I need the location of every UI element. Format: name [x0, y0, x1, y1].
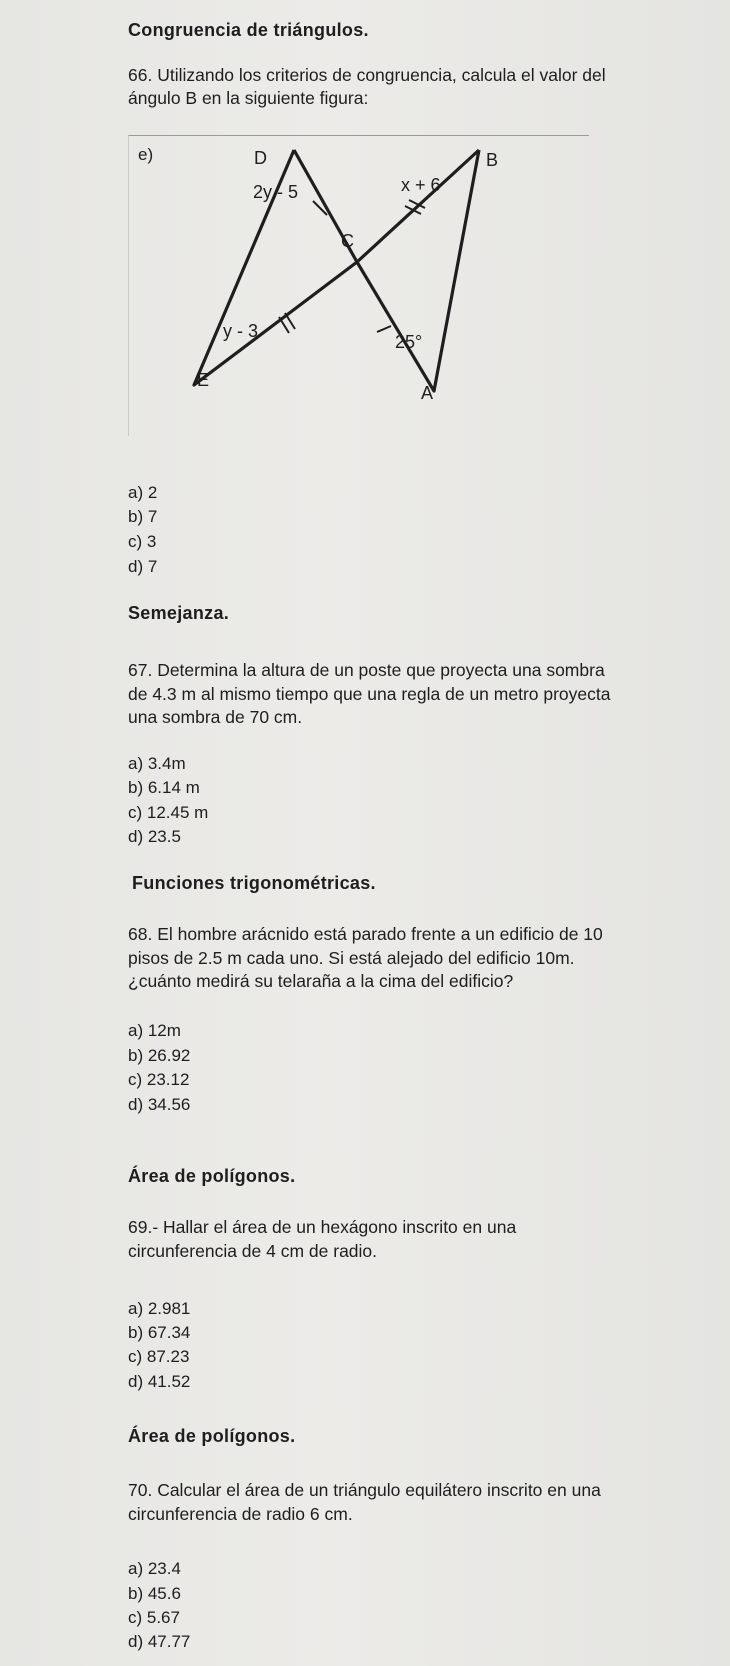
section-title-area-poligonos-1: Área de polígonos. — [128, 1166, 296, 1186]
option-70-b[interactable]: b) 45.6 — [128, 1584, 181, 1603]
figure-label: e) — [138, 145, 154, 164]
question-69-line-1: 69.- Hallar el área de un hexágono inscrito en una — [128, 1217, 517, 1237]
option-67-b[interactable]: b) 6.14 m — [128, 778, 200, 797]
question-70-line-2: circunferencia de radio 6 cm. — [128, 1504, 353, 1524]
option-66-a[interactable]: a) 2 — [128, 483, 158, 502]
option-68-c[interactable]: c) 23.12 — [128, 1070, 190, 1089]
option-70-a[interactable]: a) 23.4 — [128, 1559, 181, 1578]
question-68-line-2: pisos de 2.5 m cada uno. Si está alejado del edificio 10m. — [128, 948, 575, 968]
option-66-b[interactable]: b) 7 — [128, 507, 158, 526]
expression-dc: 2y - 5 — [253, 182, 299, 202]
option-68-a[interactable]: a) 12m — [128, 1021, 181, 1040]
option-70-d[interactable]: d) 47.77 — [128, 1632, 191, 1651]
option-69-d[interactable]: d) 41.52 — [128, 1372, 191, 1391]
option-68-d[interactable]: d) 34.56 — [128, 1095, 191, 1114]
expression-ce: y - 3 — [223, 321, 259, 341]
option-66-c[interactable]: c) 3 — [128, 532, 157, 551]
section-title-congruencia: Congruencia de triángulos. — [128, 20, 369, 40]
angle-a-value: 25° — [395, 332, 423, 352]
question-66-line-1: 66. Utilizando los criterios de congruencia, calcula el valor del — [128, 65, 606, 85]
option-67-d[interactable]: d) 23.5 — [128, 827, 181, 846]
question-69-line-2: circunferencia de 4 cm de radio. — [128, 1241, 378, 1261]
point-a-label: A — [421, 383, 434, 403]
question-68-line-3: ¿cuánto medirá su telaraña a la cima del edificio? — [128, 971, 514, 991]
section-title-funciones-trigonometricas: Funciones trigonométricas. — [132, 873, 376, 893]
section-title-area-poligonos-2: Área de polígonos. — [128, 1426, 296, 1446]
option-70-c[interactable]: c) 5.67 — [128, 1608, 180, 1627]
question-66-line-2: ángulo B en la siguiente figura: — [128, 88, 369, 108]
option-69-b[interactable]: b) 67.34 — [128, 1323, 191, 1342]
triangle-figure — [128, 135, 589, 436]
tick-mark-ce-2 — [285, 313, 295, 329]
option-68-b[interactable]: b) 26.92 — [128, 1046, 191, 1065]
tick-mark-ca — [377, 326, 391, 332]
option-69-c[interactable]: c) 87.23 — [128, 1347, 190, 1366]
point-d-label: D — [254, 148, 267, 168]
triangles-diagram — [129, 136, 589, 436]
question-68-line-1: 68. El hombre arácnido está parado frente a un edificio de 10 — [128, 924, 603, 944]
question-67-line-2: de 4.3 m al mismo tiempo que una regla de un metro proyecta — [128, 684, 611, 704]
tick-mark-ce-1 — [279, 317, 289, 333]
option-67-c[interactable]: c) 12.45 m — [128, 803, 209, 822]
question-67-line-3: una sombra de 70 cm. — [128, 707, 303, 727]
point-e-label: E — [197, 370, 210, 390]
question-70-line-1: 70. Calcular el área de un triángulo equilátero inscrito en una — [128, 1480, 601, 1500]
point-c-label: C — [341, 231, 354, 251]
option-67-a[interactable]: a) 3.4m — [128, 754, 186, 773]
option-69-a[interactable]: a) 2.981 — [128, 1299, 191, 1318]
point-b-label: B — [486, 150, 499, 170]
expression-cb: x + 6 — [401, 175, 441, 195]
question-67-line-1: 67. Determina la altura de un poste que proyecta una sombra — [128, 660, 605, 680]
section-title-semejanza: Semejanza. — [128, 603, 230, 623]
option-66-d[interactable]: d) 7 — [128, 557, 158, 576]
